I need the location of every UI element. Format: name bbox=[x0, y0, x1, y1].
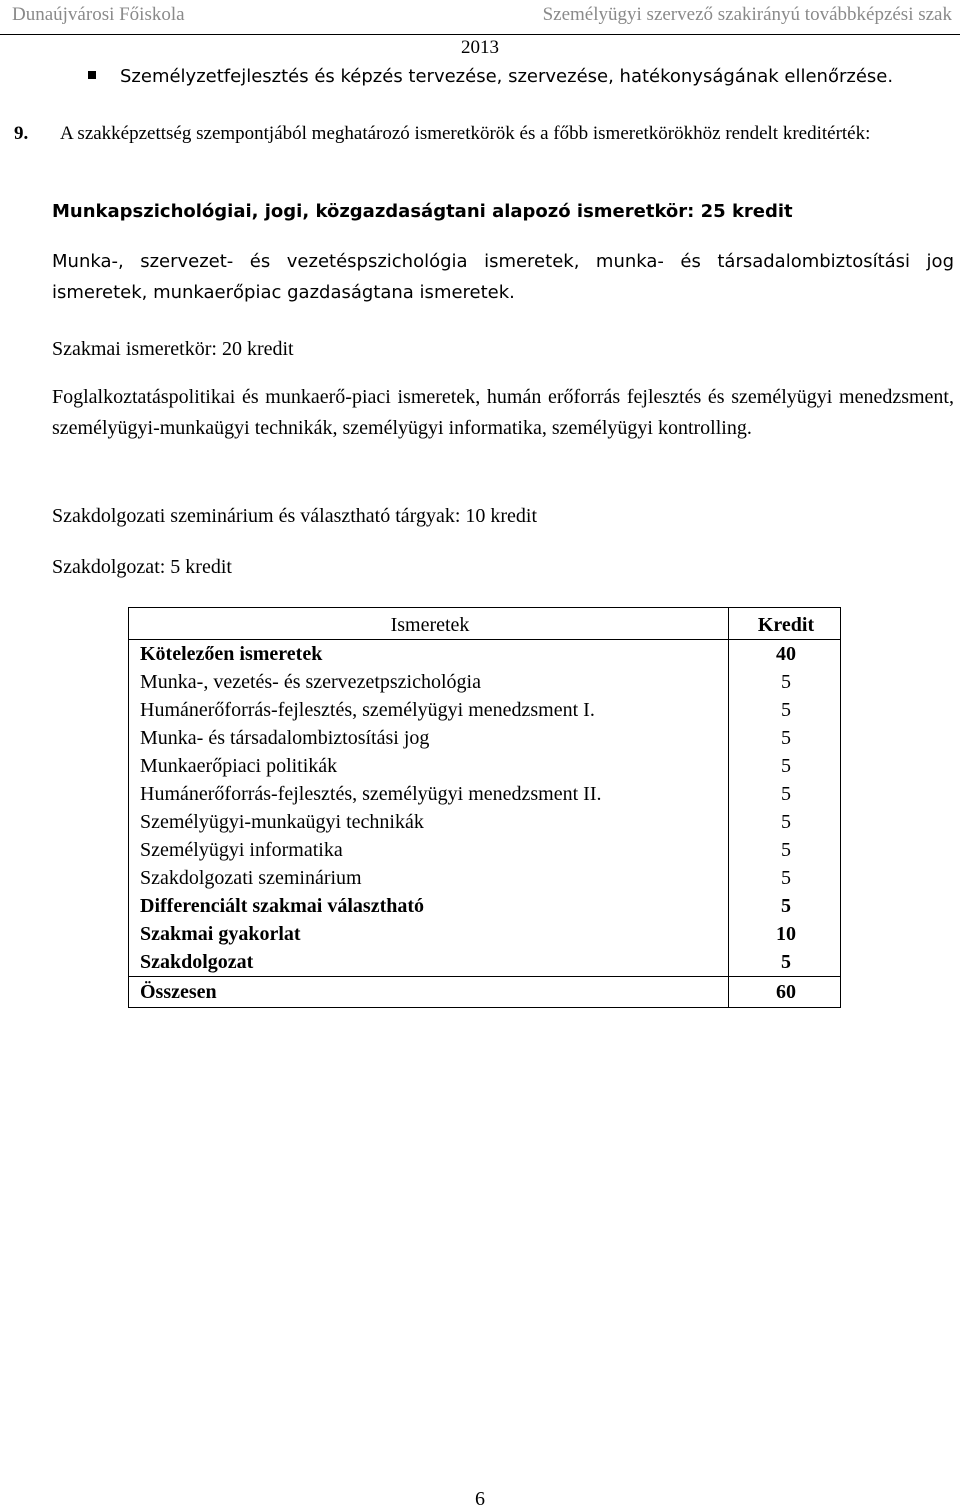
section-text: A szakképzettség szempontjából meghatározó ismeretkörök és a főbb ismeretkörökhöz rendelt kreditérték: bbox=[60, 123, 871, 144]
row-name: Humánerőforrás-fejlesztés, személyügyi menedzsment II. bbox=[129, 780, 729, 808]
table-row bbox=[129, 724, 841, 752]
section-9 bbox=[14, 118, 954, 149]
thesis-heading: Szakdolgozat: 5 kredit bbox=[52, 556, 232, 578]
table-row bbox=[129, 892, 841, 920]
block-professional bbox=[52, 338, 954, 444]
table-row bbox=[129, 696, 841, 724]
row-name: Munka-, vezetés- és szervezetpszichológia bbox=[129, 668, 729, 696]
table-row bbox=[129, 920, 841, 948]
bullet-text: Személyzetfejlesztés és képzés tervezése, szervezése, hatékonyságának ellenőrzése. bbox=[120, 66, 894, 87]
table-row bbox=[129, 836, 841, 864]
column-header-kredit: Kredit bbox=[729, 608, 841, 640]
row-name: Humánerőforrás-fejlesztés, személyügyi menedzsment I. bbox=[129, 696, 729, 724]
row-name: Személyügyi informatika bbox=[129, 836, 729, 864]
table-row bbox=[129, 640, 841, 669]
row-credit: 5 bbox=[729, 948, 841, 977]
row-name: Személyügyi-munkaügyi technikák bbox=[129, 808, 729, 836]
total-name: Összesen bbox=[129, 977, 729, 1008]
row-credit: 5 bbox=[729, 836, 841, 864]
foundation-heading: Munkapszichológiai, jogi, közgazdaságtani alapozó ismeretkör: 25 kredit bbox=[52, 201, 793, 222]
row-credit: 5 bbox=[729, 724, 841, 752]
row-credit: 5 bbox=[729, 808, 841, 836]
credits-table bbox=[128, 607, 841, 1008]
header-divider bbox=[0, 34, 960, 35]
column-header-ismeretek: Ismeretek bbox=[129, 608, 729, 640]
row-credit: 5 bbox=[729, 780, 841, 808]
row-credit: 40 bbox=[729, 640, 841, 669]
table-row bbox=[129, 668, 841, 696]
table-row bbox=[129, 948, 841, 977]
row-credit: 5 bbox=[729, 752, 841, 780]
row-name: Szakmai gyakorlat bbox=[129, 920, 729, 948]
professional-text: Foglalkoztatáspolitikai és munkaerő-piaci ismeretek, humán erőforrás fejlesztés és személyügyi menedzsment, személyügyi-munkaügyi technikák, személyügyi informatika, személyügyi kontrolling. bbox=[52, 386, 954, 439]
square-bullet-icon bbox=[88, 71, 96, 79]
page-header bbox=[0, 0, 960, 34]
row-name: Differenciált szakmai választható bbox=[129, 892, 729, 920]
row-name: Szakdolgozati szeminárium bbox=[129, 864, 729, 892]
row-credit: 5 bbox=[729, 864, 841, 892]
row-credit: 5 bbox=[729, 668, 841, 696]
table-row bbox=[129, 864, 841, 892]
section-number: 9. bbox=[14, 123, 29, 144]
table-total-row bbox=[129, 977, 841, 1008]
seminar-heading: Szakdolgozati szeminárium és választható tárgyak: 10 kredit bbox=[52, 505, 538, 527]
table-header-row bbox=[129, 608, 841, 640]
row-name: Munka- és társadalombiztosítási jog bbox=[129, 724, 729, 752]
table-row bbox=[129, 780, 841, 808]
row-credit: 5 bbox=[729, 892, 841, 920]
header-institution: Dunaújvárosi Főiskola bbox=[12, 4, 185, 25]
row-credit: 10 bbox=[729, 920, 841, 948]
page-number: 6 bbox=[475, 1488, 485, 1510]
bullet-item bbox=[88, 66, 893, 87]
table-row bbox=[129, 752, 841, 780]
row-name: Szakdolgozat bbox=[129, 948, 729, 977]
row-name: Kötelezően ismeretek bbox=[129, 640, 729, 669]
total-credit: 60 bbox=[729, 977, 841, 1008]
block-foundation bbox=[52, 201, 954, 308]
header-year: 2013 bbox=[461, 37, 499, 58]
header-program: Személyügyi szervező szakirányú továbbképzési szak bbox=[542, 4, 952, 25]
table-row bbox=[129, 808, 841, 836]
professional-heading: Szakmai ismeretkör: 20 kredit bbox=[52, 338, 294, 360]
row-name: Munkaerőpiaci politikák bbox=[129, 752, 729, 780]
foundation-text: Munka-, szervezet- és vezetéspszichológia ismeretek, munka- és társadalombiztosítási jog ismeretek, munkaerőpiac gazdaságtana ismeretek. bbox=[52, 251, 954, 303]
row-credit: 5 bbox=[729, 696, 841, 724]
